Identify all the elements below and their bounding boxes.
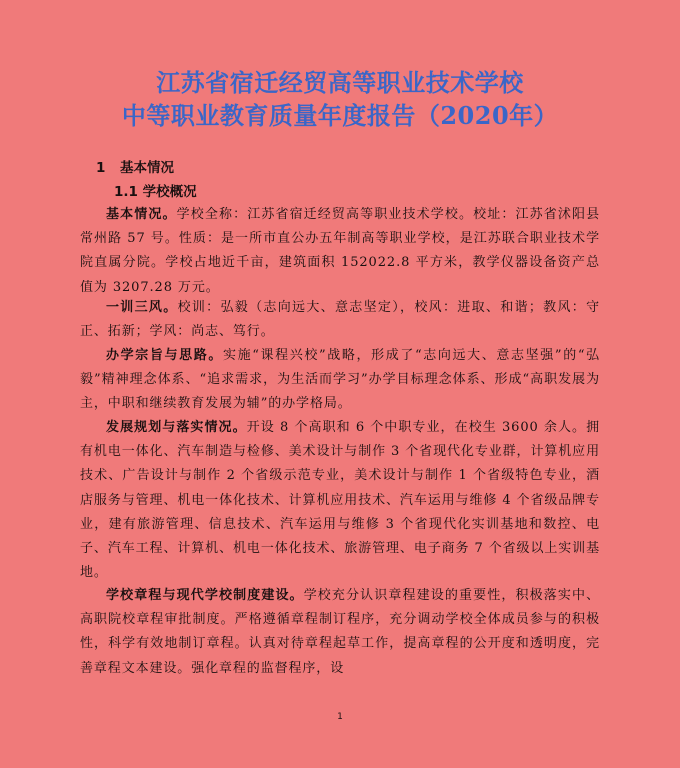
page-number: 1 [337,712,343,722]
document-title-line1: 江苏省宿迁经贸高等职业技术学校 [156,68,524,97]
section-number: 1 [96,160,106,176]
paragraph-lead: 办学宗旨与思路。 [106,348,223,363]
section-title: 基本情况 [120,160,174,176]
paragraph-lead: 基本情况。 [106,207,177,222]
paragraph-charter [80,584,600,681]
paragraph-body: 实施“课程兴校”战略，形成了“志向远大、意志坚强”的“弘毅”精神理念体系、“追求需求，为生活而学习”办学目标理念体系、形成“高职发展为主，中职和继续教育发展为辅”的办学格局。 [80,348,600,412]
paragraph-body: 开设 8 个高职和 6 个中职专业，在校生 3600 余人。拥有机电一体化、汽车制造与检修、美术设计与制作 3 个省现代化专业群，计算机应用技术、广告设计与制作 2 个省级示范专业，美术设计与制作 1 个省级特色专业，酒店服务与管理、机电一体化技术、计算机应用技术、汽车运用与维修 4 个省级品牌专业，建有旅游管理、信息技术、汽车运用与维修 3 个省现代化实训基地和数控、电子、汽车工程、计算机、机电一体化技术、旅游管理、电子商务 7 个省级以上实训基地。 [80,420,600,581]
paragraph-lead: 一训三风。 [106,300,178,315]
paragraph-basic-info [80,203,600,300]
paragraph-mission [80,344,600,417]
document-title-line2: 中等职业教育质量年度报告（2020年） [121,101,559,130]
section-heading-1 [96,158,174,178]
paragraph-lead: 学校章程与现代学校制度建设。 [106,588,304,603]
paragraph-development-plan [80,416,600,585]
paragraph-body: 学校充分认识章程建设的重要性，积极落实中、高职院校章程审批制度。严格遵循章程制订程序，充分调动学校全体成员参与的积极性，科学有效地制订章程。认真对待章程起草工作，提高章程的公开度和透明度，完善章程文本建设。强化章程的监督程序，设 [80,588,600,676]
paragraph-body: 校训：弘毅（志向远大、意志坚定），校风：进取、和谐；教风：守正、拓新；学风：尚志、笃行。 [80,300,600,340]
paragraph-motto [80,296,600,344]
paragraph-lead: 发展规划与落实情况。 [106,420,247,435]
paragraph-body: 学校全称：江苏省宿迁经贸高等职业技术学校。校址：江苏省沭阳县常州路 57 号。性质：是一所市直公办五年制高等职业学校，是江苏联合职业技术学院直属分院。学校占地近千亩，建筑面积 152022.8 平方米，教学仪器设备资产总值为 3207.28 万元。 [80,207,600,295]
subsection-heading-1-1: 1.1 学校概况 [114,184,197,200]
